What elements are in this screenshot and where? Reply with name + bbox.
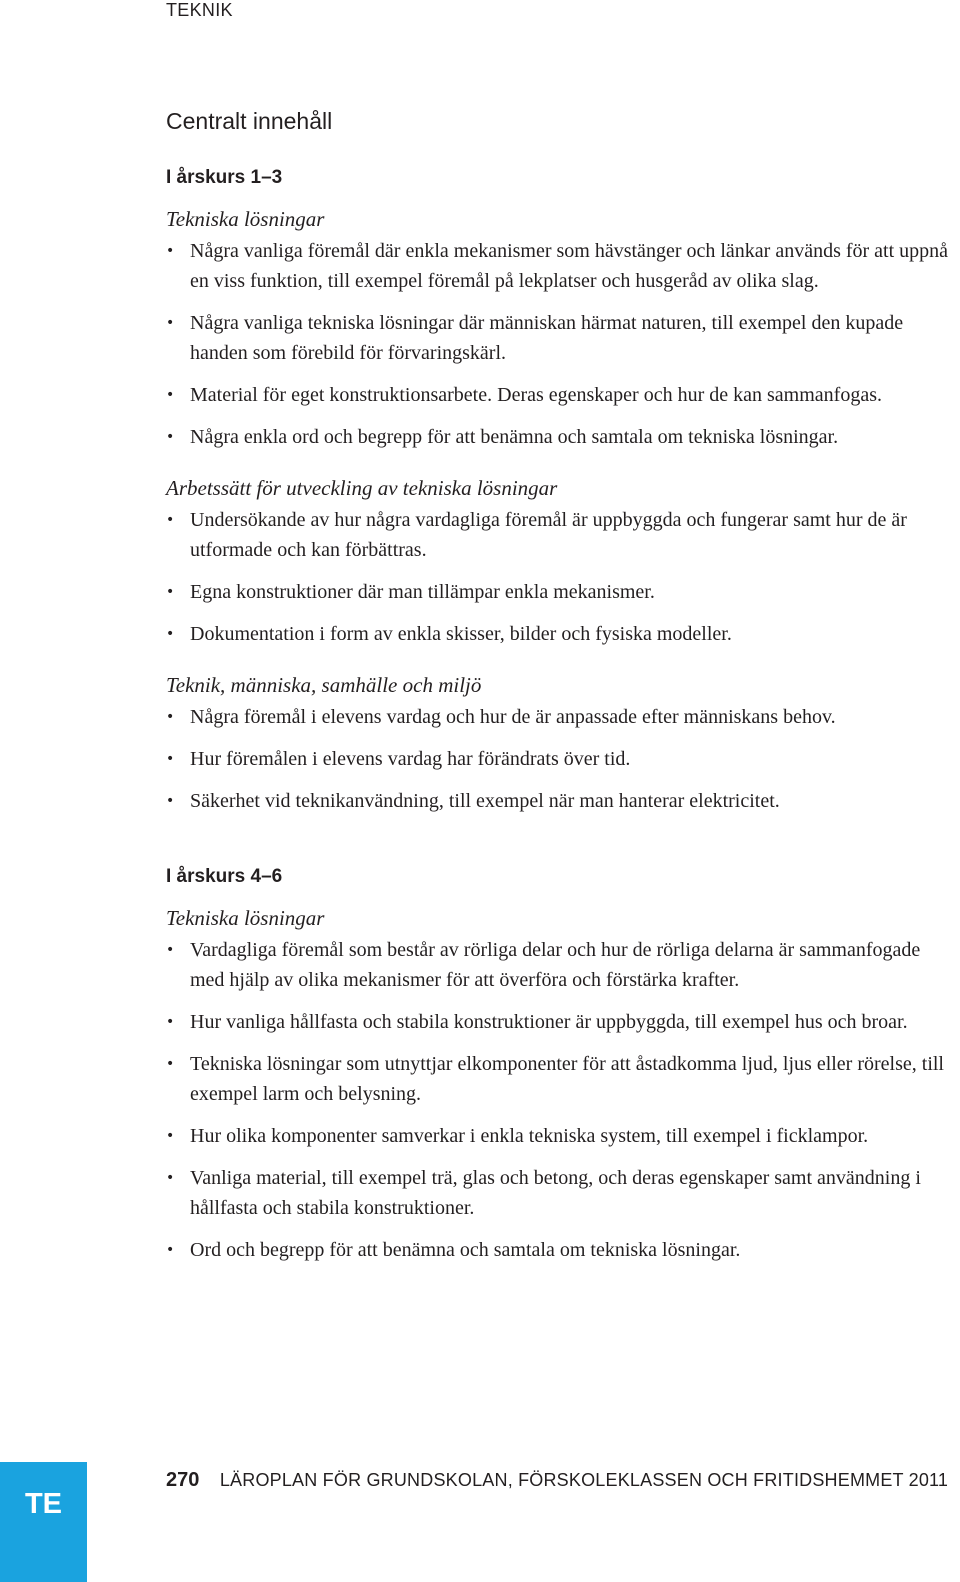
bullet-icon: • [166, 429, 175, 445]
list-item-text: Egna konstruktioner där man tillämpar enkla mekanismer. [190, 581, 655, 603]
bullet-icon: • [166, 751, 175, 767]
bullet-icon: • [166, 1242, 175, 1258]
list-item [166, 619, 956, 649]
list-item [166, 505, 956, 565]
list-item [166, 1007, 956, 1037]
page-title: Centralt innehåll [166, 108, 333, 134]
list-item [166, 577, 956, 607]
bullet-list [166, 935, 956, 1265]
bullet-icon: • [166, 315, 175, 331]
list-item-text: Hur föremålen i elevens vardag har förändrats över tid. [190, 748, 631, 770]
subsection-heading: Arbetssätt för utveckling av tekniska lösningar [166, 476, 558, 500]
bullet-icon: • [166, 1056, 175, 1072]
bullet-icon: • [166, 387, 175, 403]
subsection-heading: Teknik, människa, samhälle och miljö [166, 673, 482, 697]
footer-title: LÄROPLAN FÖR GRUNDSKOLAN, FÖRSKOLEKLASSEN OCH FRITIDSHEMMET 2011 [219, 1470, 949, 1490]
list-item [166, 1163, 956, 1223]
running-head: TEKNIK [166, 0, 233, 20]
bullet-icon: • [166, 243, 175, 259]
list-item-text: Säkerhet vid teknikanvändning, till exempel när man hanterar elektricitet. [190, 790, 780, 812]
subject-tab-label: TE [24, 1488, 63, 1520]
list-item-text: Vanliga material, till exempel trä, glas och betong, och deras egenskaper samt användning i hållfasta och stabila konstruktioner. [190, 1167, 921, 1219]
bullet-icon: • [166, 1170, 175, 1186]
content-subsection [166, 474, 956, 649]
list-item [166, 236, 956, 296]
subsection-heading: Tekniska lösningar [166, 207, 325, 231]
grade-heading: I årskurs 1–3 [166, 167, 283, 188]
content-subsection [166, 671, 956, 816]
content-subsection [166, 904, 956, 1265]
list-item [166, 744, 956, 774]
list-item [166, 1049, 956, 1109]
bullet-icon: • [166, 584, 175, 600]
list-item-text: Dokumentation i form av enkla skisser, bilder och fysiska modeller. [190, 623, 732, 645]
subject-tab [0, 1462, 87, 1582]
bullet-list [166, 702, 956, 816]
bullet-icon: • [166, 1128, 175, 1144]
page-footer [166, 1469, 948, 1492]
list-item [166, 1121, 956, 1151]
grade-section [166, 866, 956, 1265]
list-item-text: Några vanliga tekniska lösningar där människan härmat naturen, till exempel den kupade handen som förebild för förvaringskärl. [190, 312, 904, 364]
list-item-text: Hur vanliga hållfasta och stabila konstruktioner är uppbyggda, till exempel hus och broar. [190, 1011, 908, 1033]
page-number: 270 [166, 1469, 200, 1491]
list-item-text: Vardagliga föremål som består av rörliga delar och hur de rörliga delarna är sammanfogade med hjälp av olika mekanismer för att överföra och förstärka krafter. [190, 939, 921, 991]
bullet-icon: • [166, 793, 175, 809]
list-item-text: Material för eget konstruktionsarbete. Deras egenskaper och hur de kan sammanfogas. [190, 384, 882, 406]
list-item-text: Några föremål i elevens vardag och hur de är anpassade efter människans behov. [190, 706, 836, 728]
grade-section [166, 167, 956, 816]
list-item [166, 935, 956, 995]
content-subsection [166, 205, 956, 452]
list-item [166, 1235, 956, 1265]
list-item-text: Några enkla ord och begrepp för att benämna och samtala om tekniska lösningar. [190, 426, 839, 448]
list-item-text: Ord och begrepp för att benämna och samtala om tekniska lösningar. [190, 1239, 741, 1261]
bullet-list [166, 236, 956, 452]
list-item [166, 702, 956, 732]
list-item-text: Tekniska lösningar som utnyttjar elkomponenter för att åstadkomma ljud, ljus eller rörelse, till exempel larm och belysning. [190, 1053, 944, 1105]
list-item [166, 422, 956, 452]
main-content [166, 108, 956, 1287]
grade-heading: I årskurs 4–6 [166, 866, 283, 887]
subsection-heading: Tekniska lösningar [166, 906, 325, 930]
list-item-text: Undersökande av hur några vardagliga föremål är uppbyggda och fungerar samt hur de är utformade och kan förbättras. [190, 509, 907, 561]
grade-sections [166, 167, 956, 1265]
bullet-icon: • [166, 626, 175, 642]
list-item-text: Hur olika komponenter samverkar i enkla tekniska system, till exempel i ficklampor. [190, 1125, 869, 1147]
list-item [166, 380, 956, 410]
bullet-icon: • [166, 942, 175, 958]
list-item [166, 786, 956, 816]
list-item-text: Några vanliga föremål där enkla mekanismer som hävstänger och länkar används för att uppnå en viss funktion, till exempel föremål på lekplatser och husgeråd av olika slag. [190, 240, 949, 292]
bullet-list [166, 505, 956, 649]
bullet-icon: • [166, 709, 175, 725]
bullet-icon: • [166, 1014, 175, 1030]
list-item [166, 308, 956, 368]
bullet-icon: • [166, 512, 175, 528]
